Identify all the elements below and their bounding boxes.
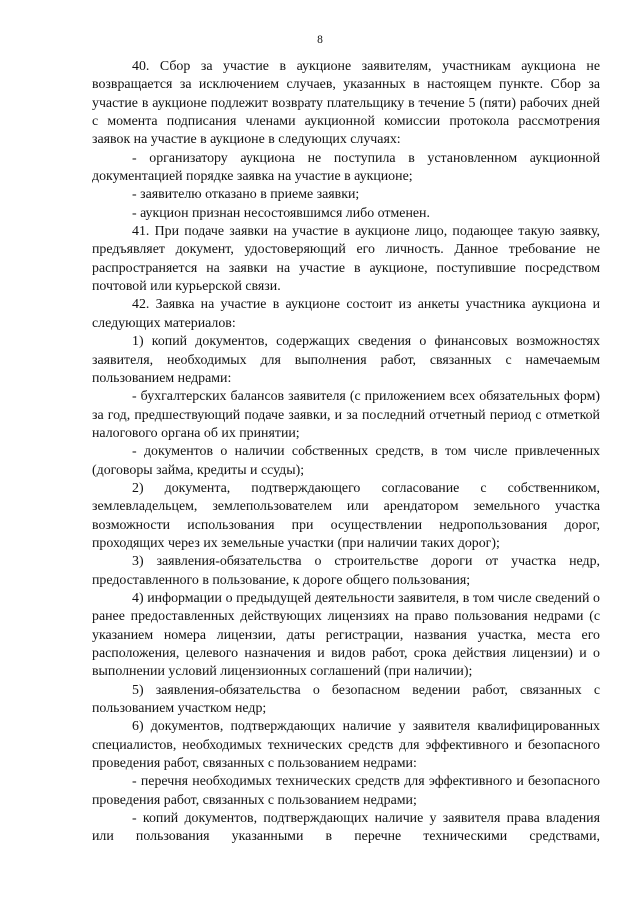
paragraph-42-item-1-sub-2: - документов о наличии собственных средств, в том числе привлеченных (договоры займа, кредиты и ссуды);: [92, 444, 600, 478]
paragraph-42-item-6-sub-1: - перечня необходимых технических средств для эффективного и безопасного проведения работ, связанных с пользованием недрами;: [92, 774, 600, 808]
paragraph-41: 41. При подаче заявки на участие в аукционе лицо, подающее такую заявку, предъявляет документ, удостоверяющий его личность. Данное требование не распространяется на заявки на участие в аукционе, поступившие посредством почтовой или курьерской связи.: [92, 224, 600, 295]
paragraph-42-item-1: 1) копий документов, содержащих сведения о финансовых возможностях заявителя, необходимых для выполнения работ, связанных с намечаемым пользованием недрами:: [92, 334, 600, 386]
paragraph-40-case-3: - аукцион признан несостоявшимся либо отменен.: [132, 205, 430, 221]
paragraph-42-item-5: 5) заявления-обязательства о безопасном ведении работ, связанных с пользованием участком недр;: [92, 682, 600, 717]
paragraph-42-item-4: 4) информации о предыдущей деятельности заявителя, в том числе сведений о ранее предоставленных действующих лицензиях на право пользования недрами (с указанием номера лицензии, даты регистрации, названия участка, места его расположения, целевого назначения и видов работ, срока действия лицензии) и о выполнении условий лицензионных соглашений (при наличии);: [92, 590, 600, 680]
paragraph-42-item-6: 6) документов, подтверждающих наличие у заявителя квалифицированных специалистов, необходимых технических средств для эффективного и безопасного проведения работ, связанных с пользованием недрами:: [92, 719, 600, 772]
paragraph-40: 40. Сбор за участие в аукционе заявителям, участникам аукциона не возвращается за исключением случаев, указанных в настоящем пункте. Сбор за участие в аукционе подлежит возврату плательщику в течение 5 (пяти) рабочих дней с момента подписания членами аукционной комиссии протокола рассмотрения заявок на участие в аукционе в следующих случаях:: [92, 59, 600, 148]
paragraph-42: 42. Заявка на участие в аукционе состоит из анкеты участника аукциона и следующих материалов:: [92, 297, 600, 331]
paragraph-42-item-3: 3) заявления-обязательства о строительстве дороги от участка недр, предоставленного в пользование, к дороге общего пользования;: [92, 554, 600, 588]
body-text: [92, 58, 600, 847]
paragraph-40-case-2: - заявителю отказано в приеме заявки;: [132, 187, 360, 203]
paragraph-42-item-1-sub-1: - бухгалтерских балансов заявителя (с приложением всех обязательных форм) за год, предшествующий подаче заявки, и за последний отчетный период с отметкой налогового органа об их принятии;: [92, 389, 600, 441]
paragraph-42-item-2: 2) документа, подтверждающего согласование с собственником, землевладельцем, землепользователем или арендатором земельного участка возможности использования при осуществлении недропользования дорог, проходящих через их земельные участки (при наличии таких дорог);: [92, 480, 600, 551]
paragraph-40-case-1: - организатору аукциона не поступила в установленном аукционной документацией порядке заявка на участие в аукционе;: [92, 150, 600, 185]
paragraph-42-item-6-sub-2: - копий документов, подтверждающих наличие у заявителя права владения или пользования указанными в перечне техническими средствами,: [92, 811, 600, 845]
page-number: 8: [317, 34, 323, 46]
